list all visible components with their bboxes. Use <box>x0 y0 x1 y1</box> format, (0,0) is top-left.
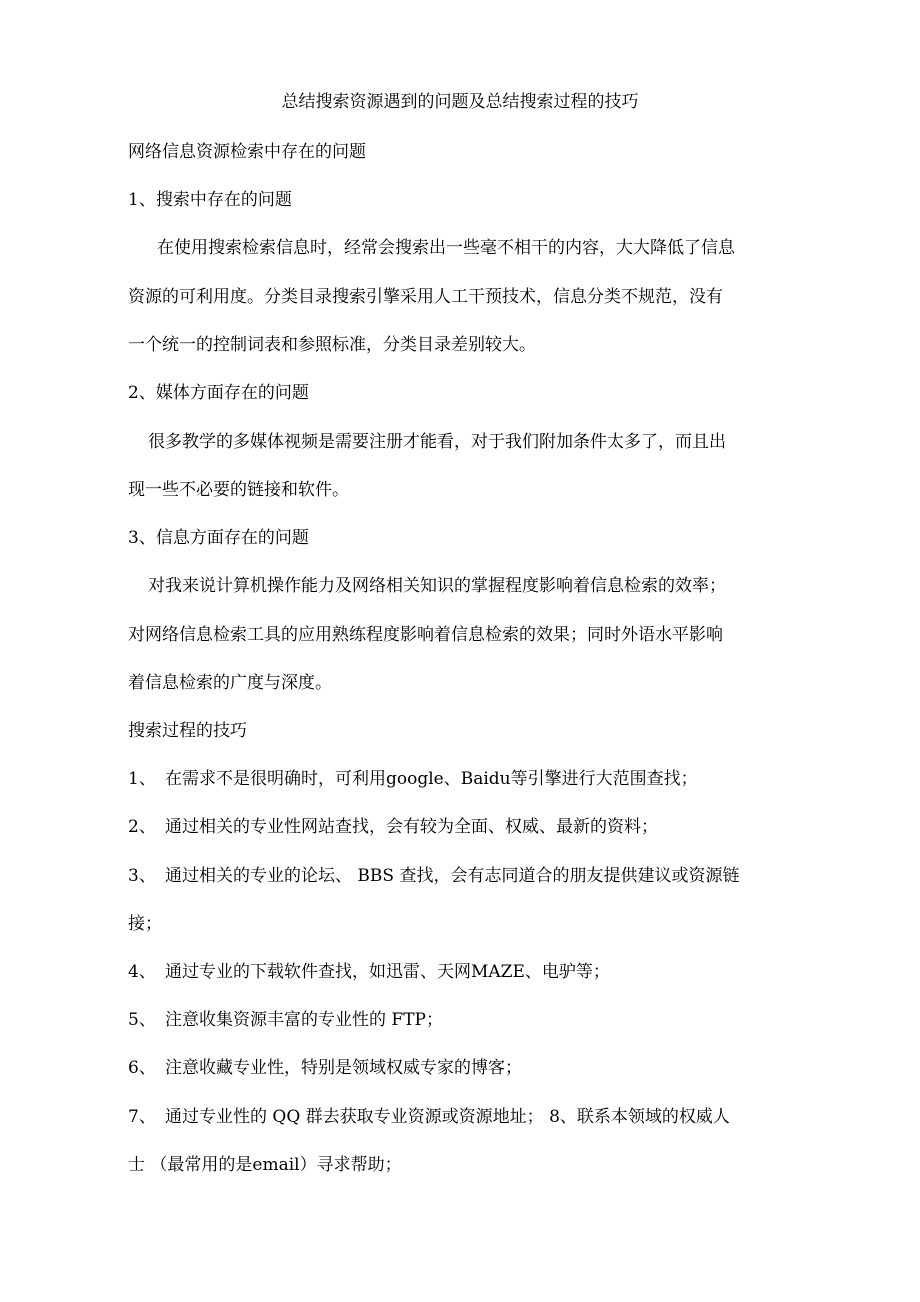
paragraph-line: 对我来说计算机操作能力及网络相关知识的掌握程度影响着信息检索的效率； <box>148 576 726 596</box>
list-number: 6、 <box>128 1058 156 1078</box>
section-heading-tips: 搜索过程的技巧 <box>128 721 247 741</box>
subheading-search-problems: 1、搜索中存在的问题 <box>128 190 292 210</box>
paragraph-line: 在使用搜索检索信息时，经常会搜索出一些毫不相干的内容，大大降低了信息 <box>157 238 735 258</box>
paragraph-line: 一个统一的控制词表和参照标准，分类目录差别较大。 <box>128 335 536 355</box>
paragraph-line: 对网络信息检索工具的应用熟练程度影响着信息检索的效果；同时外语水平影响 <box>128 625 723 645</box>
subheading-info-problems: 3、信息方面存在的问题 <box>128 528 309 548</box>
list-number: 4、 <box>128 962 156 982</box>
paragraph-line: 着信息检索的广度与深度。 <box>128 673 332 693</box>
list-item-continuation: 接； <box>128 914 162 934</box>
list-item <box>128 815 658 839</box>
list-text: 通过相关的专业的论坛、 BBS 查找，会有志同道合的朋友提供建议或资源链 <box>165 866 740 886</box>
list-text: 在需求不是很明确时，可利用google、Baidu等引擎进行大范围查找； <box>165 769 698 789</box>
list-text: 注意收集资源丰富的专业性的 FTP； <box>165 1010 443 1030</box>
paragraph-line: 资源的可利用度。分类目录搜索引擎采用人工干预技术，信息分类不规范，没有 <box>128 287 723 307</box>
list-number: 5、 <box>128 1010 156 1030</box>
list-text: 通过专业的下载软件查找，如迅雷、天网MAZE、电驴等； <box>165 962 610 982</box>
list-number: 1、 <box>128 769 156 789</box>
list-item <box>128 1008 443 1032</box>
list-text: 通过相关的专业性网站查找，会有较为全面、权威、最新的资料； <box>165 817 658 837</box>
page-title: 总结搜索资源遇到的问题及总结搜索过程的技巧 <box>281 92 639 112</box>
list-item <box>128 1105 730 1129</box>
list-item <box>128 767 698 791</box>
list-text: 注意收藏专业性，特别是领域权威专家的博客； <box>165 1058 522 1078</box>
paragraph-line: 很多教学的多媒体视频是需要注册才能看，对于我们附加条件太多了，而且出 <box>148 432 726 452</box>
list-text: 通过专业性的 QQ 群去获取专业资源或资源地址； 8、联系本领域的权威人 <box>165 1107 730 1127</box>
paragraph-line: 现一些不必要的链接和软件。 <box>128 480 349 500</box>
list-item <box>128 1056 522 1080</box>
list-number: 2、 <box>128 817 156 837</box>
list-item-continuation: 士 （最常用的是email）寻求帮助； <box>128 1155 402 1175</box>
list-item <box>128 864 739 888</box>
list-number: 3、 <box>128 866 156 886</box>
subheading-media-problems: 2、媒体方面存在的问题 <box>128 383 309 403</box>
section-heading-problems: 网络信息资源检索中存在的问题 <box>128 142 366 162</box>
list-item <box>128 960 610 984</box>
list-number: 7、 <box>128 1107 156 1127</box>
